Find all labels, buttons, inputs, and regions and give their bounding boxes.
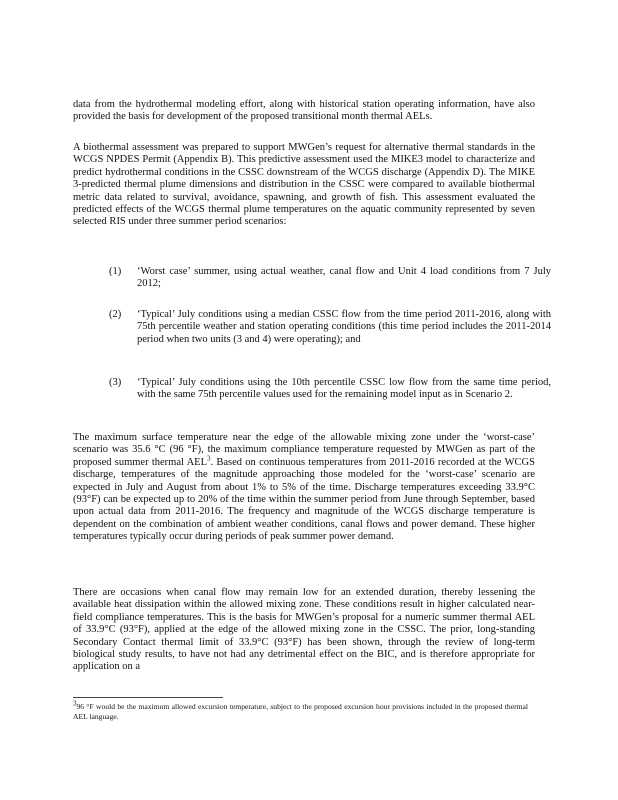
paragraph-maximum-temperature xyxy=(73,432,535,544)
scenario-item xyxy=(109,309,551,346)
scenario-item xyxy=(109,266,551,291)
scenario-text: ‘Typical’ July conditions using a median CSSC flow from the time period 2011-2016, along with 75th percentile weather and station operating conditions (this time period includes the 2011-2014 period when two units (3 and 4) were operating); and xyxy=(137,309,551,345)
footnote-text: 96 °F would be the maximum allowed excursion temperature, subject to the proposed excursion hour provisions included in the proposed thermal AEL language. xyxy=(73,702,528,721)
paragraph-intro: data from the hydrothermal modeling effort, along with historical station operating information, have also provided the basis for development of the proposed transitional month thermal AELs. xyxy=(73,99,535,123)
paragraph-canal-flow: There are occasions when canal flow may remain low for an extended duration, thereby lessening the available heat dissipation within the allowed mixing zone. These conditions result in higher calculated near-field compliance temperatures. This is the basis for MWGen’s proposal for a numeric summer thermal AEL of 33.9°C (93°F), applied at the edge of the allowed mixing zone in the CSSC. The prior, long-standing Secondary Contact thermal limit of 33.9°C (93°F) has been shown, through the review of long-term biological study results, to have not had any detrimental effect on the BIC, and is therefore appropriate for application on a xyxy=(73,587,535,673)
scenario-text: ‘Worst case’ summer, using actual weather, canal flow and Unit 4 load conditions from 7 July 2012; xyxy=(137,266,551,290)
max-temp-text-b: . Based on continuous temperatures from 2011-2016 recorded at the WCGS discharge, temperatures of the magnitude approaching those modeled for the ‘worst-case’ scenario are expected in July and August from about 1% to 5% of the time. Discharge temperatures exceeding 33.9°C (93°F) can be expected up to 20% of the time within the summer period from June through September, based upon actual data from 2011-2016. The frequency and magnitude of the WCGS discharge temperature is dependent on the combination of ambient weather conditions, canal flows and power demand. These higher temperatures typically occur during periods of peak summer power demand. xyxy=(73,456,535,543)
footnote-divider xyxy=(73,697,223,698)
footnote xyxy=(73,699,528,722)
scenario-number: (2) xyxy=(109,309,122,320)
footnote-marker: 3 xyxy=(73,699,77,708)
scenario-number: (1) xyxy=(109,266,122,277)
max-temp-text-a: The maximum surface temperature near the edge of the allowable mixing zone under the ‘worst-case’ scenario was 35.6 °C (96 °F), the maximum compliance temperature requested by MWGen as part of the proposed summer thermal AEL xyxy=(73,432,535,468)
scenario-text: ‘Typical’ July conditions using the 10th percentile CSSC low flow from the same time period, with the same 75th percentile values used for the remaining model input as in Scenario 2. xyxy=(137,377,551,401)
paragraph-biothermal-assessment: A biothermal assessment was prepared to support MWGen’s request for alternative thermal standards in the WCGS NPDES Permit (Appendix B). This predictive assessment used the MIKE3 model to characterize and predict hydrothermal conditions in the CSSC downstream of the WCGS discharge (Appendix D). The MIKE 3-predicted thermal plume dimensions and distribution in the CSSC were compared to available biothermal metric data related to survival, avoidance, spawning, and growth of fish. This assessment evaluated the predicted effects of the WCGS thermal plume temperatures on the aquatic community represented by seven selected RIS under three summer period scenarios: xyxy=(73,142,535,228)
scenario-number: (3) xyxy=(109,377,122,388)
scenario-item xyxy=(109,377,551,402)
footnote-reference: 3 xyxy=(207,454,211,463)
